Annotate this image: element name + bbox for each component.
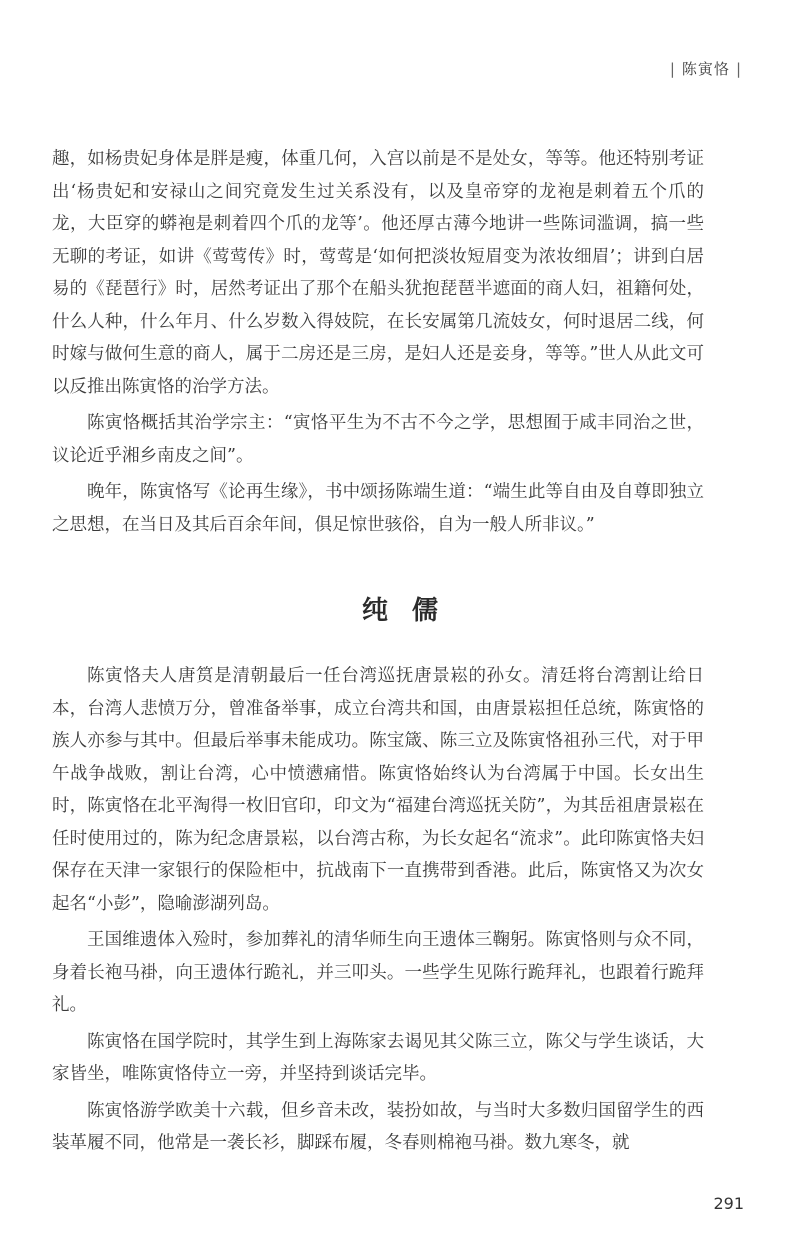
top-section-body [52, 143, 704, 541]
paragraph: 陈寅恪游学欧美十六载，但乡音未改，装扮如故，与当时大多数归国留学生的西装革履不同，他常是一袭长衫，脚踩布履，冬春则棉袍马褂。数九寒冬，就 [52, 1100, 704, 1153]
header-divider-left: | [669, 60, 676, 78]
running-header [664, 58, 748, 79]
page-number: 291 [713, 1194, 744, 1213]
paragraph: 陈寅恪在国学院时，其学生到上海陈家去谒见其父陈三立，陈父与学生谈话，大家皆坐，唯陈寅恪侍立一旁，并坚持到谈话完毕。 [52, 1031, 704, 1084]
section-heading: 纯儒 [361, 596, 462, 626]
paragraph: 陈寅恪概括其治学宗主：“寅恪平生为不古不今之学，思想囿于咸丰同治之世，议论近乎湘乡南皮之间”。 [52, 413, 704, 466]
header-divider-right: | [735, 60, 742, 78]
section-body [52, 660, 704, 1160]
paragraph: 晚年，陈寅恪写《论再生缘》，书中颂扬陈端生道：“端生此等自由及自尊即独立之思想，在当日及其后百余年间，俱足惊世骇俗，自为一般人所非议。” [52, 482, 704, 535]
paragraph-continued: 趣，如杨贵妃身体是胖是瘦，体重几何，入宫以前是不是处女，等等。他还特别考证出‘杨贵妃和安禄山之间究竟发生过关系没有，以及皇帝穿的龙袍是刺着五个爪的龙，大臣穿的蟒袍是刺着四个爪的龙等’。他还厚古薄今地讲一些陈词滥调，搞一些无聊的考证，如讲《莺莺传》时，莺莺是‘如何把淡妆短眉变为浓妆细眉’；讲到白居易的《琵琶行》时，居然考证出了那个在船头犹抱琵琶半遮面的商人妇，祖籍何处，什么人种，什么年月、什么岁数入得妓院，在长安属第几流妓女，何时退居二线，何时嫁与做何生意的商人，属于二房还是三房，是妇人还是妾身，等等。”世人从此文可以反推出陈寅恪的治学方法。 [52, 149, 704, 397]
paragraph: 王国维遗体入殓时，参加葬礼的清华师生向王遗体三鞠躬。陈寅恪则与众不同，身着长袍马褂，向王遗体行跪礼，并三叩头。一些学生见陈行跪拜礼，也跟着行跪拜礼。 [52, 930, 704, 1015]
paragraph: 陈寅恪夫人唐筼是清朝最后一任台湾巡抚唐景崧的孙女。清廷将台湾割让给日本，台湾人悲愤万分，曾准备举事，成立台湾共和国，由唐景崧担任总统，陈寅恪的族人亦参与其中。但最后举事未能成功。陈宝箴、陈三立及陈寅恪祖孙三代，对于甲午战争战败，割让台湾，心中愤懑痛惜。陈寅恪始终认为台湾属于中国。长女出生时，陈寅恪在北平淘得一枚旧官印，印文为“福建台湾巡抚关防”，为其岳祖唐景崧在任时使用过的，陈为纪念唐景崧，以台湾古称，为长女起名“流求”。此印陈寅恪夫妇保存在天津一家银行的保险柜中，抗战南下一直携带到香港。此后，陈寅恪又为次女起名“小彭”，隐喻澎湖列岛。 [52, 666, 704, 914]
header-title: 陈寅恪 [681, 60, 730, 78]
